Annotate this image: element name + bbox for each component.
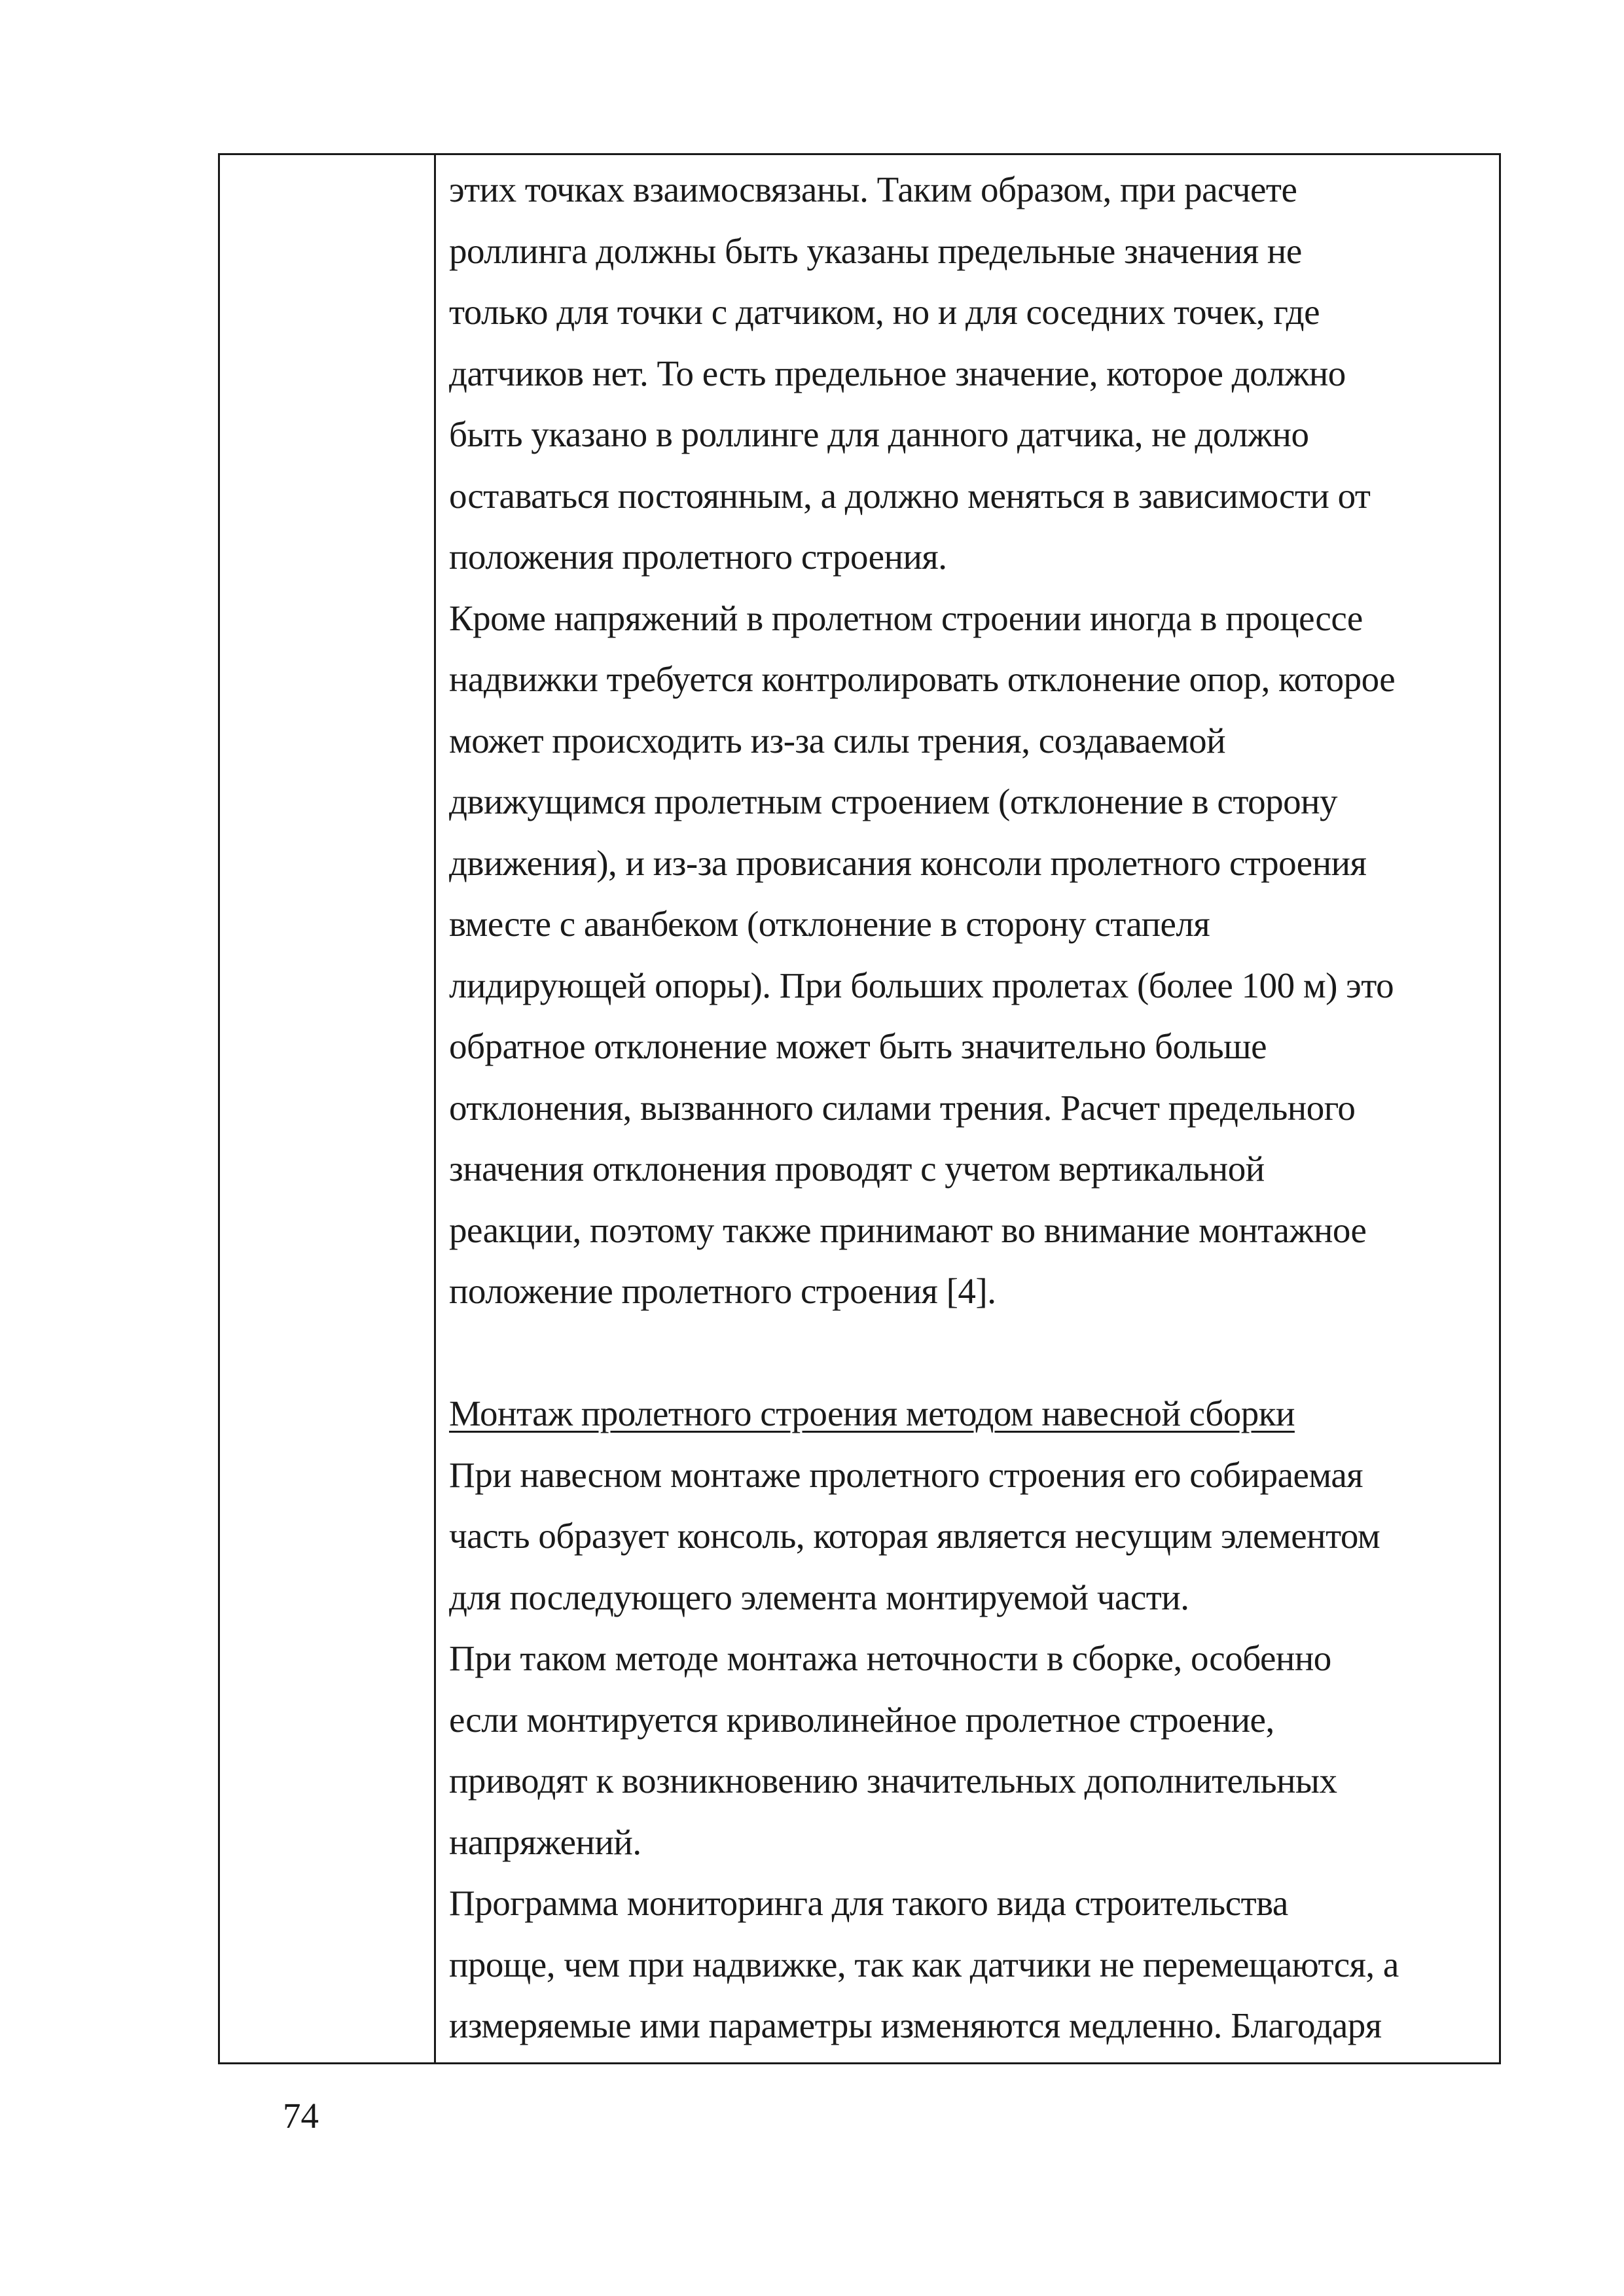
text-line: часть образует консоль, которая является несущим элементом [449,1516,1380,1556]
section-heading-text: Монтаж пролетного строения методом навесной сборки [449,1393,1295,1433]
text-line: При навесном монтаже пролетного строения его собираемая [449,1454,1363,1495]
text-line: движения), и из-за провисания консоли пролетного строения [449,842,1367,883]
text-line: оставаться постоянным, а должно меняться в зависимости от [449,475,1371,516]
text-line: быть указано в роллинге для данного датчика, не должно [449,414,1309,454]
table-right-cell [436,155,1499,2062]
text-line: проще, чем при надвижке, так как датчики не перемещаются, а [449,1944,1399,1984]
text-line: обратное отклонение может быть значительно больше [449,1026,1267,1066]
text-line: напряжений. [449,1821,641,1862]
text-line: если монтируется криволинейное пролетное строение, [449,1699,1274,1740]
text-line: приводят к возникновению значительных дополнительных [449,1761,1337,1801]
blank-line [449,1322,1499,1384]
text-line: надвижки требуется контролировать отклонение опор, которое [449,659,1396,699]
page-number: 74 [283,2096,319,2136]
text-line: только для точки с датчиком, но и для соседних точек, где [449,292,1320,332]
table-left-cell [220,155,436,2062]
text-line: Кроме напряжений в пролетном строении иногда в процессе [449,598,1363,638]
text-line: движущимся пролетным строением (отклонение в сторону [449,781,1338,821]
text-line: реакции, поэтому также принимают во внимание монтажное [449,1210,1367,1250]
text-line: Программа мониторинга для такого вида строительства [449,1883,1288,1923]
text-line: положения пролетного строения. [449,537,947,577]
text-line: датчиков нет. То есть предельное значение, которое должно [449,353,1346,393]
text-line: роллинга должны быть указаны предельные значения не [449,230,1302,271]
content-table [218,153,1501,2064]
text-line: этих точках взаимосвязаны. Таким образом, при расчете [449,170,1297,209]
text-line: отклонения, вызванного силами трения. Расчет предельного [449,1087,1356,1128]
section-heading [449,1383,1499,1444]
text-line: положение пролетного строения [4]. [449,1271,996,1311]
text-line: измеряемые ими параметры изменяются медленно. Благодаря [449,2005,1382,2045]
text-line: для последующего элемента монтируемой части. [449,1577,1189,1617]
text-line: лидирующей опоры). При больших пролетах (более 100 м) это [449,965,1394,1005]
text-line: значения отклонения проводят с учетом вертикальной [449,1149,1265,1189]
text-line: При таком методе монтажа неточности в сборке, особенно [449,1638,1331,1678]
text-line: вместе с аванбеком (отклонение в сторону стапеля [449,904,1210,944]
text-line: может происходить из-за силы трения, создаваемой [449,720,1226,761]
